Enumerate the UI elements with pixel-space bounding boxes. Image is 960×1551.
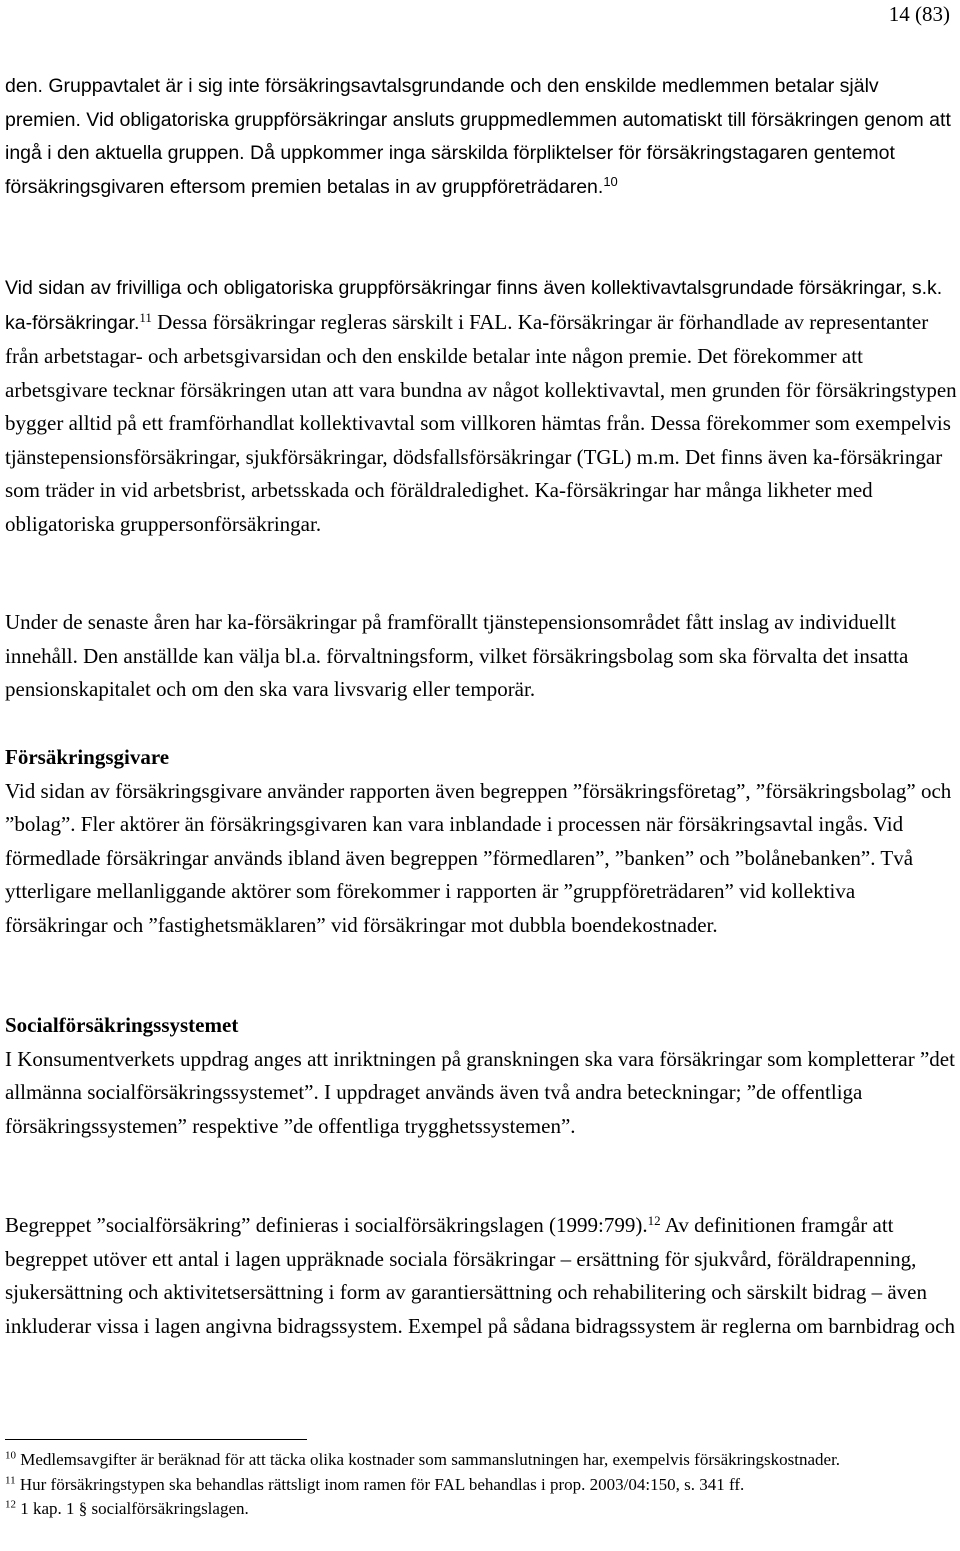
paragraph-individuellt bbox=[5, 606, 957, 707]
footnote-item bbox=[5, 1473, 955, 1498]
footnote-number: 12 bbox=[5, 1498, 16, 1511]
paragraph-group-avtal bbox=[5, 70, 957, 204]
footnote-item bbox=[5, 1497, 955, 1522]
paragraph-text: Vid sidan av försäkringsgivare använder rapporten även begreppen ”försäkringsföretag”, ”försäkringsbolag” och ”bolag”. Fler aktörer än försäkringsgivaren kan vara inblandade i processen när försäkringsavtal ingås. Vid förmedlade försäkringar används ibland även begreppen ”förmedlaren”, ”banken” och ”bolånebanken”. Två ytterligare mellanliggande aktörer som förekommer i rapporten är ”gruppföreträdaren” vid kollektiva försäkringar och ”fastighetsmäklaren” vid försäkringar mot dubbla boendekostnader. bbox=[5, 778, 952, 937]
paragraph-text: Vid sidan av frivilliga och obligatoriska gruppförsäkringar finns även kollektivavtalsgrundade försäkringar, s.k. ka-försäkringar. bbox=[5, 277, 943, 334]
section-forsakringsgivare bbox=[5, 741, 957, 942]
paragraph-text: den. Gruppavtalet är i sig inte försäkringsavtalsgrundande och den enskilde medlemmen betalar själv premien. Vid obligatoriska gruppförsäkringar ansluts gruppmedlemmen automatiskt till försäkringen genom att ingå i den aktuella gruppen. Då uppkommer inga särskilda förpliktelser för försäkringstagaren gentemot försäkringsgivaren eftersom premien betalas in av gruppföreträdaren. bbox=[5, 75, 951, 198]
paragraph-text: Dessa försäkringar regleras särskilt i FAL. Ka-försäkringar är förhandlade av representanter från arbetstagar- och arbetsgivarsidan och den enskilde betalar inte någon premie. bbox=[5, 309, 929, 368]
section-heading: Socialförsäkringssystemet bbox=[5, 1013, 239, 1037]
footnote-text: Medlemsavgifter är beräknad för att täcka olika kostnader som sammanslutningen har, exempelvis försäkringskostnader. bbox=[20, 1450, 841, 1469]
paragraph-text: Av definitionen framgår att begreppet utöver ett antal i lagen uppräknade sociala försäkringar – ersättning för sjukvård, föräldrapenning, sjukersättning och aktivitetsersättning i form av garantiersättning och rehabilitering och särskilt bidrag – även inkluderar vissa i lagen angivna bidragssystem. Exempel på sådana bidragssystem är reglerna om barnbidrag och bbox=[5, 1213, 955, 1338]
paragraph-text: I Konsumentverkets uppdrag anges att inriktningen på granskningen ska vara försäkringar som kompletterar ”det allmänna socialförsäkringssystemet”. I uppdraget används även två andra beteckningar; ”de offentliga försäkringssystemen” respektive ”de offentliga trygghetssystemen”. bbox=[5, 1046, 955, 1138]
paragraph-text: Det förekommer att arbetsgivare tecknar försäkringen utan att vara bundna av något kollektivavtal, men grunden för försäkringstypen bygger alltid på ett framförhandlat kollektivavtal som villkoren hämtas från. Dessa förekommer som exempelvis tjänstepensionsförsäkringar, sjukförsäkringar, dödsfallsförsäkringar (TGL) m.m. Det finns även ka-försäkringar som träder in vid arbetsbrist, arbetsskada och föräldraledighet. Ka-försäkringar har många likheter med obligatoriska gruppersonförsäkringar. bbox=[5, 344, 957, 536]
footnote-ref: 11 bbox=[139, 309, 152, 325]
section-heading: Försäkringsgivare bbox=[5, 745, 170, 769]
footnote-number: 11 bbox=[5, 1473, 16, 1486]
page-number: 14 (83) bbox=[888, 2, 950, 26]
paragraph-begreppet bbox=[5, 1209, 957, 1343]
footnote-ref: 12 bbox=[647, 1212, 661, 1228]
footnote-text: Hur försäkringstypen ska behandlas rättsligt inom ramen för FAL behandlas i prop. 2003/04:150, s. 341 ff. bbox=[19, 1474, 745, 1494]
section-socialforsakringssystemet bbox=[5, 1009, 957, 1143]
footnotes bbox=[5, 1448, 955, 1522]
footnote-number: 10 bbox=[5, 1449, 16, 1462]
footnote-divider bbox=[5, 1439, 307, 1440]
footnote-item bbox=[5, 1448, 955, 1473]
paragraph-text: Begreppet ”socialförsäkring” definieras i socialförsäkringslagen (1999:799). bbox=[5, 1213, 648, 1237]
paragraph-ka-forsakringar bbox=[5, 271, 957, 541]
footnote-ref: 10 bbox=[603, 173, 618, 189]
paragraph-text: Under de senaste åren har ka-försäkringar på framförallt tjänstepensionsområdet fått inslag av individuellt innehåll. Den anställde kan välja bl.a. förvaltningsform, vilket försäkringsbolag som ska förvalta det insatta pensionskapitalet och om den ska vara livsvarig eller temporär. bbox=[5, 610, 909, 701]
footnote-text: 1 kap. 1 § socialförsäkringslagen. bbox=[20, 1499, 249, 1518]
